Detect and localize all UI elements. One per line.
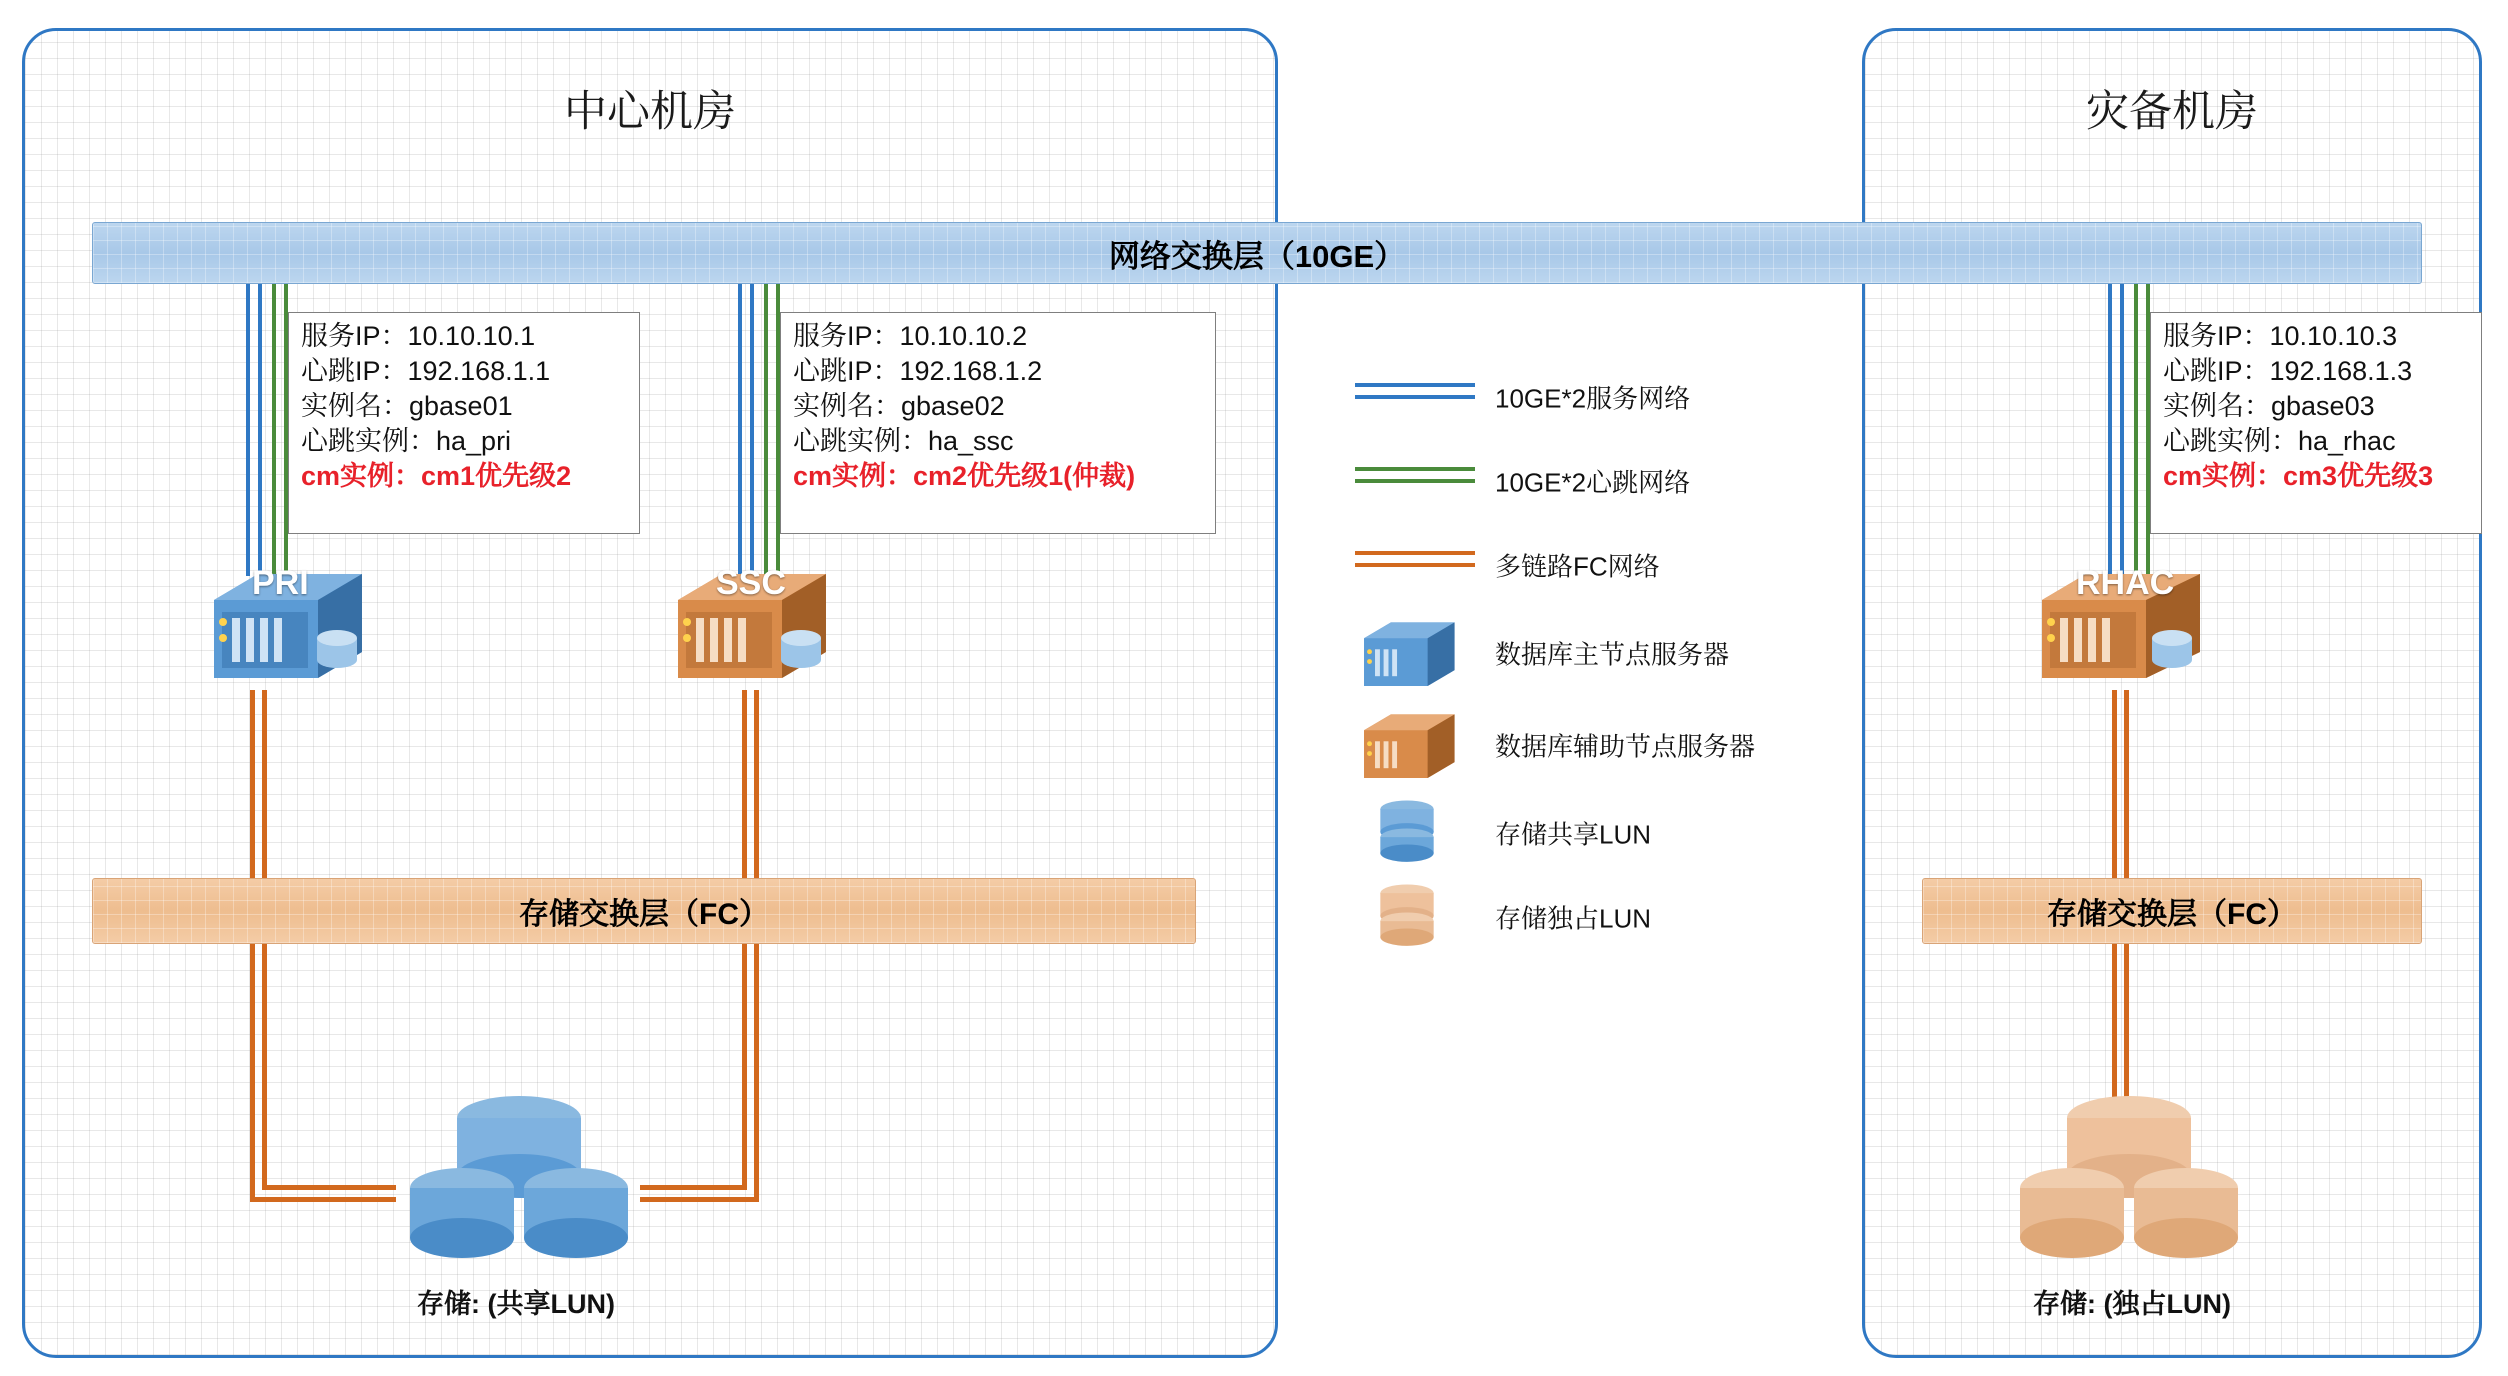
pri-cm-value: cm1优先级2 — [421, 461, 572, 491]
ssc-service-ip-label: 服务IP： — [793, 321, 900, 351]
rhac-service-ip-value: 10.10.10.3 — [2269, 321, 2398, 351]
exclusive-lun-icon — [2006, 1092, 2252, 1269]
pri-fc-line-a — [250, 690, 255, 890]
legend-label-exclusive-lun: 存储独占LUN — [1495, 903, 1652, 934]
pri-heartbeat-ip-label: 心跳IP： — [301, 356, 408, 386]
pri-heartbeat-ip-row — [301, 354, 629, 389]
pri-ha-row — [301, 424, 629, 459]
ssc-ha-value: ha_ssc — [928, 426, 1014, 456]
ssc-heartbeat-ip-row — [793, 354, 1205, 389]
legend-item-shared-lun — [1345, 791, 1815, 875]
ssc-fc-line-b — [754, 690, 759, 890]
ssc-heartbeat-ip-value: 192.168.1.2 — [899, 356, 1043, 386]
rhac-service-ip-row — [2163, 319, 2471, 354]
rhac-heartbeat-ip-value: 192.168.1.3 — [2269, 356, 2413, 386]
rhac-service-line-b — [2120, 284, 2124, 576]
rhac-fc-line-a — [2112, 690, 2117, 890]
ssc-service-ip-row — [793, 319, 1205, 354]
blue-lun-icon — [1365, 799, 1449, 868]
legend-label-service-network: 10GE*2服务网络 — [1495, 383, 1691, 414]
rhac-server-badge: RHAC — [2076, 564, 2175, 602]
exclusive-lun-caption: 存储: (独占LUN) — [2033, 1289, 2231, 1319]
rhac-cm-row — [2163, 459, 2471, 494]
ssc-server-badge: SSC — [716, 564, 786, 602]
ssc-service-ip-value: 10.10.10.2 — [899, 321, 1028, 351]
ssc-instance-row — [793, 389, 1205, 424]
ssc-instance-value: gbase02 — [901, 391, 1005, 421]
ssc-cm-label: cm实例： — [793, 461, 914, 491]
pri-node-info-box — [288, 312, 640, 534]
rhac-cm-label: cm实例： — [2163, 461, 2284, 491]
rhac-service-line-a — [2108, 284, 2112, 576]
fc-to-shared-lun-left-a — [250, 944, 255, 1202]
legend-item-secondary-server — [1345, 699, 1815, 791]
pri-instance-value: gbase01 — [409, 391, 513, 421]
ssc-ha-label: 心跳实例： — [793, 426, 928, 456]
legend-item-primary-server — [1345, 607, 1815, 699]
rhac-ha-label: 心跳实例： — [2163, 426, 2298, 456]
fc-to-shared-lun-right-h-a — [640, 1185, 747, 1190]
rhac-instance-row — [2163, 389, 2471, 424]
legend — [1345, 355, 1815, 959]
fc-to-shared-lun-left-b — [262, 944, 267, 1190]
fc-to-shared-lun-left-h-a — [250, 1197, 396, 1202]
pri-service-ip-label: 服务IP： — [301, 321, 408, 351]
rhac-ha-row — [2163, 424, 2471, 459]
ssc-server-icon — [660, 560, 830, 705]
pri-server-icon — [196, 560, 366, 705]
pri-heartbeat-line-a — [272, 284, 276, 576]
legend-label-fc-network: 多链路FC网络 — [1495, 551, 1660, 582]
fc-to-shared-lun-right-a — [742, 944, 747, 1190]
rhac-service-ip-label: 服务IP： — [2163, 321, 2270, 351]
rhac-instance-label: 实例名： — [2163, 391, 2271, 421]
rhac-ha-value: ha_rhac — [2298, 426, 2396, 456]
shared-lun-icon — [396, 1092, 642, 1269]
blue-server-icon — [1353, 614, 1457, 693]
ssc-heartbeat-line-a — [764, 284, 768, 576]
fc-switch-layer-bar-dr: 存储交换层（FC） — [1922, 878, 2422, 944]
orange-lun-icon — [1365, 883, 1449, 952]
center-room-title: 中心机房 — [564, 87, 736, 137]
pri-server-badge: PRI — [252, 564, 309, 602]
orange-server-icon — [1353, 706, 1457, 785]
legend-label-primary-server: 数据库主节点服务器 — [1495, 639, 1730, 670]
rhac-server-icon — [2024, 560, 2214, 705]
pri-service-line-a — [246, 284, 250, 576]
pri-heartbeat-ip-value: 192.168.1.1 — [407, 356, 551, 386]
network-switch-layer-bar: 网络交换层（10GE） — [92, 222, 2422, 284]
pri-instance-row — [301, 389, 629, 424]
rhac-instance-value: gbase03 — [2271, 391, 2375, 421]
legend-item-fc-network — [1345, 523, 1815, 607]
fc-to-shared-lun-left-h-b — [262, 1185, 396, 1190]
ssc-instance-label: 实例名： — [793, 391, 901, 421]
pri-ha-label: 心跳实例： — [301, 426, 436, 456]
dr-room-title: 灾备机房 — [2086, 87, 2258, 137]
pri-cm-label: cm实例： — [301, 461, 422, 491]
pri-service-ip-value: 10.10.10.1 — [407, 321, 536, 351]
rhac-cm-value: cm3优先级3 — [2283, 461, 2434, 491]
rhac-heartbeat-ip-label: 心跳IP： — [2163, 356, 2270, 386]
legend-item-exclusive-lun — [1345, 875, 1815, 959]
pri-service-ip-row — [301, 319, 629, 354]
ssc-cm-value: cm2优先级1(仲裁) — [913, 461, 1136, 491]
rhac-fc-line-b — [2124, 690, 2129, 890]
pri-service-line-b — [258, 284, 262, 576]
fc-to-shared-lun-right-b — [754, 944, 759, 1202]
ssc-service-line-a — [738, 284, 742, 576]
pri-ha-value: ha_pri — [436, 426, 512, 456]
legend-label-shared-lun: 存储共享LUN — [1495, 819, 1652, 850]
ssc-cm-row — [793, 459, 1205, 494]
fc-to-shared-lun-right-h-b — [640, 1197, 759, 1202]
legend-label-secondary-server: 数据库辅助节点服务器 — [1495, 731, 1756, 762]
ssc-heartbeat-ip-label: 心跳IP： — [793, 356, 900, 386]
ssc-ha-row — [793, 424, 1205, 459]
legend-item-heartbeat-network — [1345, 439, 1815, 523]
ssc-node-info-box — [780, 312, 1216, 534]
ssc-service-line-b — [750, 284, 754, 576]
pri-fc-line-b — [262, 690, 267, 890]
fc-switch-layer-bar-center: 存储交换层（FC） — [92, 878, 1196, 944]
rhac-heartbeat-ip-row — [2163, 354, 2471, 389]
legend-item-service-network — [1345, 355, 1815, 439]
legend-label-heartbeat-network: 10GE*2心跳网络 — [1495, 467, 1691, 498]
rhac-heartbeat-line-a — [2134, 284, 2138, 576]
rhac-node-info-box — [2150, 312, 2482, 534]
ssc-fc-line-a — [742, 690, 747, 890]
pri-instance-label: 实例名： — [301, 391, 409, 421]
shared-lun-caption: 存储: (共享LUN) — [417, 1289, 615, 1319]
pri-cm-row — [301, 459, 629, 494]
